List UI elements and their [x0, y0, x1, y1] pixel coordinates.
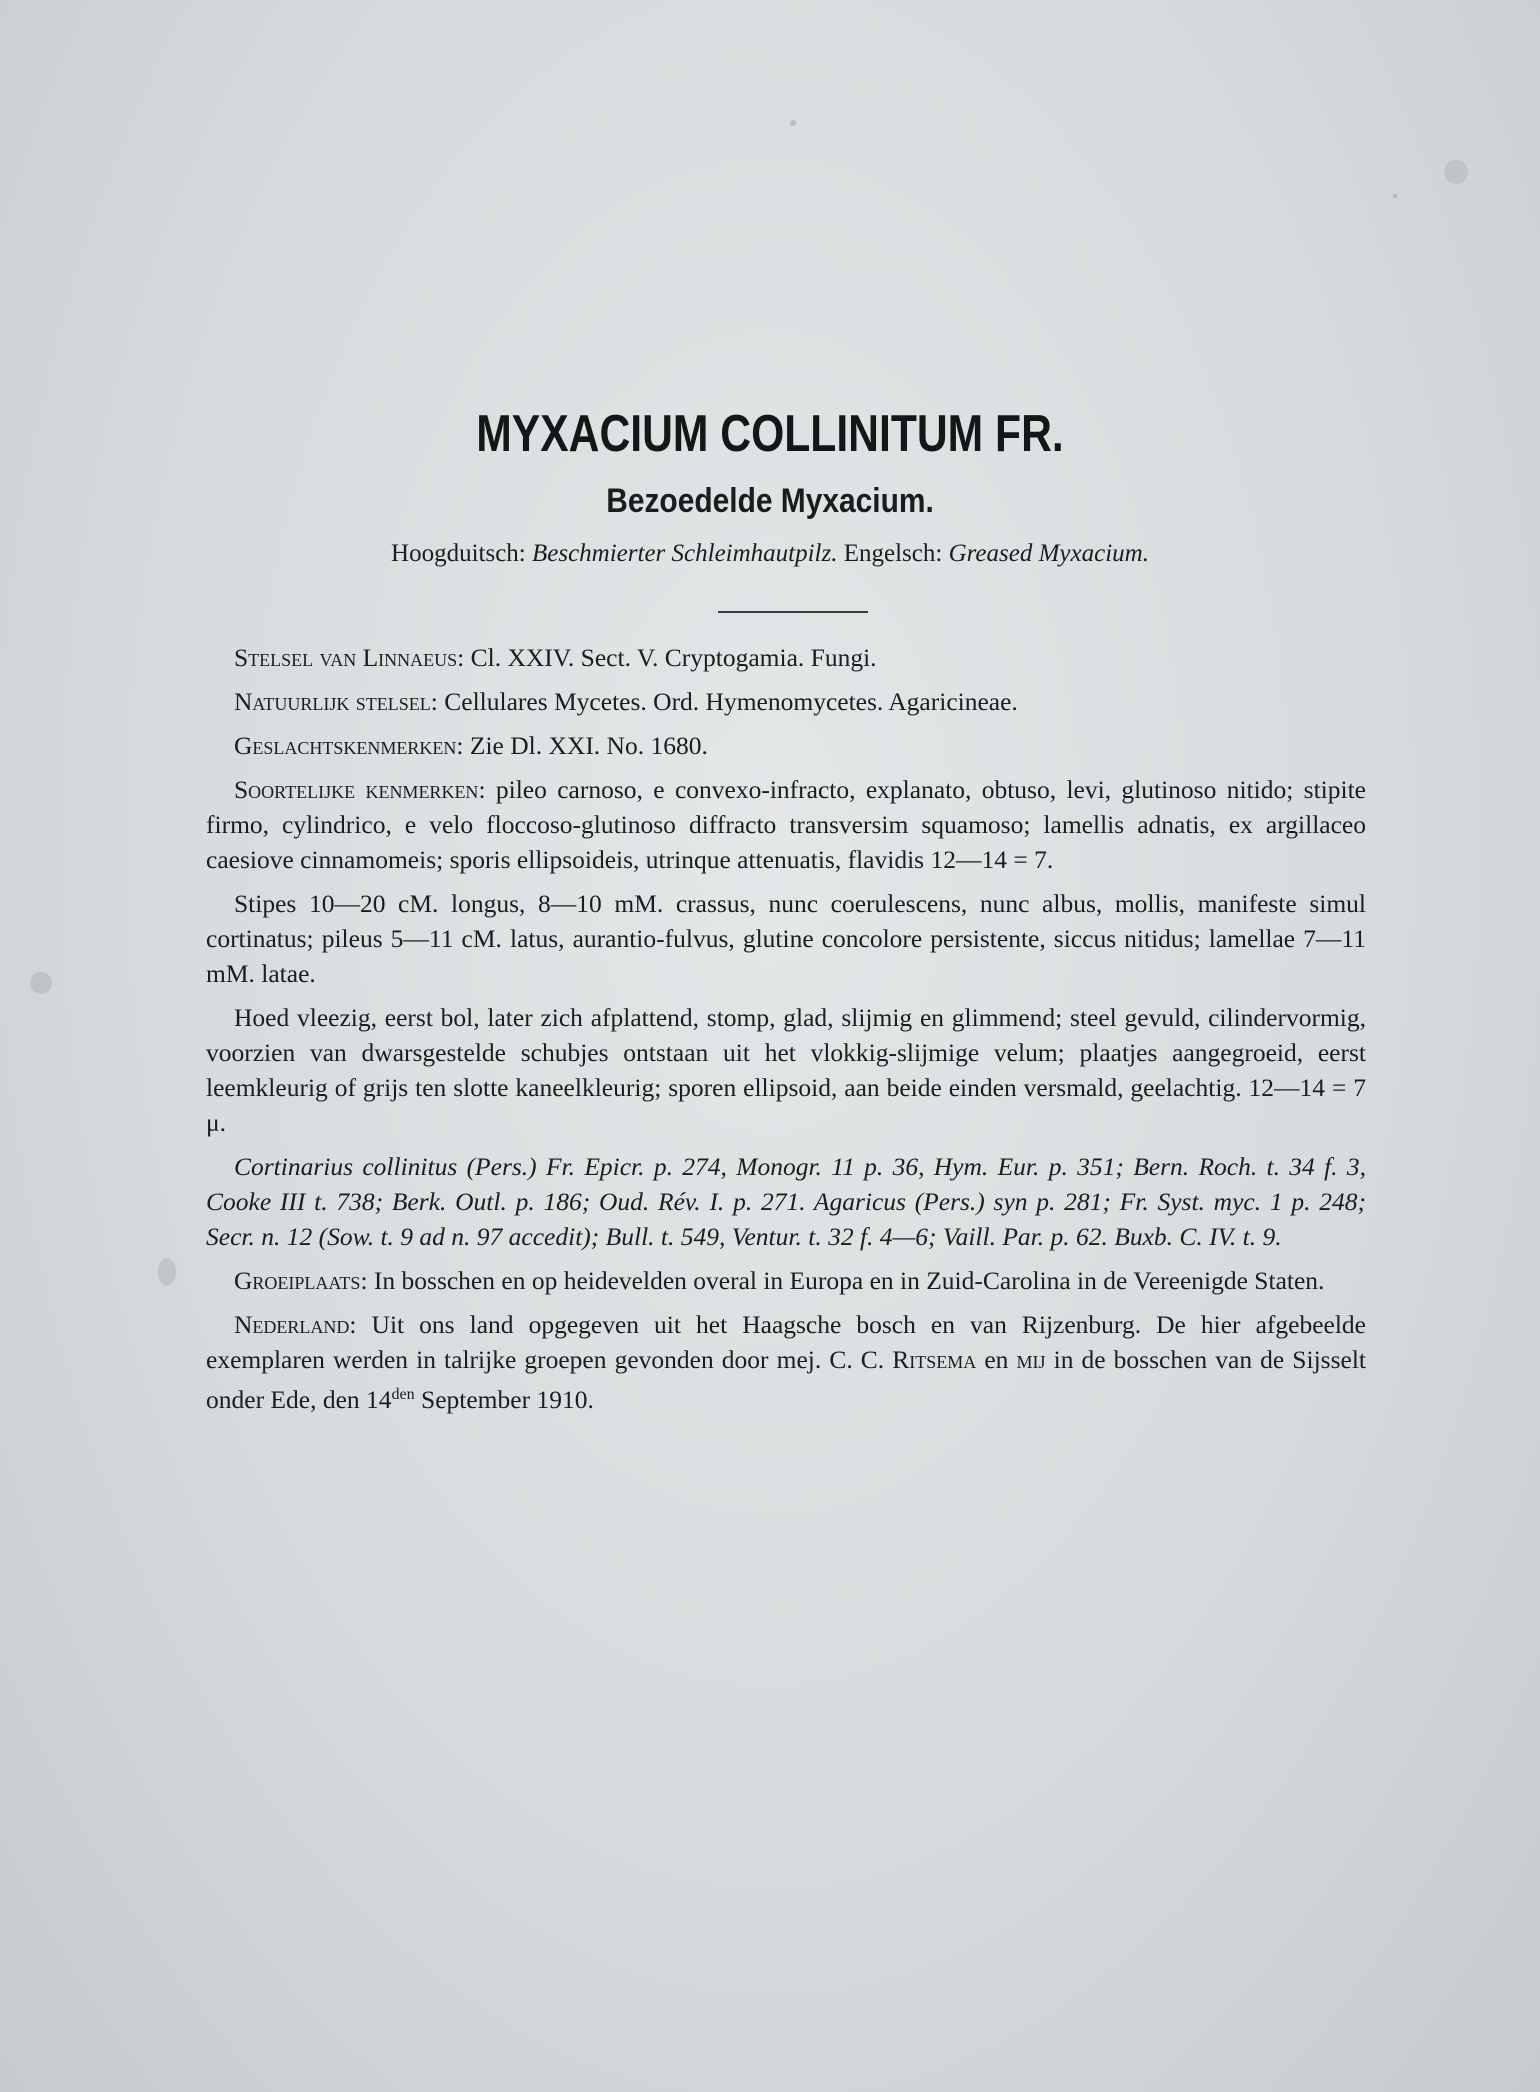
linnaeus-label: Stelsel van Linnaeus [234, 643, 458, 672]
netherlands-text-c: in de bosschen van de Sijsselt onder Ede, den 14 [206, 1345, 1366, 1414]
page-subtitle: Bezoedelde Myxacium. [606, 482, 934, 520]
collector-name: Ritsema [892, 1345, 977, 1374]
synonyms-paragraph: Cortinarius collinitus (Pers.) Fr. Epicr. p. 274, Monogr. 11 p. 36, Hym. Eur. p. 351; Bern. Roch. t. 34 f. 3, Cooke III t. 738; Berk. Outl. p. 186; Oud. Rév. I. p. 271. Agaricus (Pers.) syn p. 281; Fr. Syst. myc. 1 p. 248; Secr. n. 12 (Sow. t. 9 ad n. 97 accedit); Bull. t. 549, Ventur. t. 32 f. 4—6; Vaill. Par. p. 62. Buxb. C. IV. t. 9. [206, 1152, 1366, 1251]
paper-speck [790, 120, 796, 126]
divider [718, 611, 868, 613]
natural-system-label: Natuurlijk stelsel [234, 687, 431, 716]
natural-system-text: : Cellulares Mycetes. Ord. Hymenomycetes. Agaricineae. [430, 687, 1018, 716]
german-name: Beschmierter Schleimhautpilz. [531, 540, 838, 567]
latin-description: Stipes 10—20 cM. longus, 8—10 mM. crassus, nunc coerulescens, nunc albus, mollis, manifeste simul cortinatus; pileus 5—11 cM. latus, aurantio-fulvus, glutine concolore persistente, siccus nitidus; lamellae 7—11 mM. latae. [206, 889, 1366, 988]
netherlands-text-b: en [976, 1345, 1017, 1374]
dutch-description: Hoed vleezig, eerst bol, later zich afplattend, stomp, glad, slijmig en glimmend; steel gevuld, cilindervormig, voorzien van dwarsgestelde schubjes ontstaan uit het vlokkig-slijmige velum; plaatjes aangegroeid, eerst leemkleurig of grijs ten slotte kaneelkleurig; sporen ellipsoid, aan beide einden versmald, geelachtig. 12—14 = 7 μ. [206, 1003, 1366, 1137]
habitat-label: Groeiplaats [234, 1266, 361, 1295]
author-mij: mij [1016, 1345, 1046, 1374]
species-paragraph [206, 772, 1366, 877]
natural-system-paragraph [206, 684, 1366, 719]
paper-speck [1393, 194, 1397, 198]
english-name: Greased Myxacium. [948, 540, 1149, 567]
page-title: MYXACIUM COLLINITUM FR. [476, 405, 1064, 463]
genus-text: : Zie Dl. XXI. No. 1680. [456, 731, 708, 760]
species-text: : pileo carnoso, e convexo-infracto, explanato, obtuso, levi, glutinoso nitido; stipite firmo, cylindrico, e velo floccoso-glutinoso diffracto transversim squamoso; lamellis adnatis, ex argillaceo caesiove cinnamomeis; sporis ellipsoideis, utrinque attenuatis, flavidis 12—14 = 7. [206, 775, 1366, 874]
paper-speck [30, 972, 52, 994]
paper-speck [1444, 160, 1468, 184]
linnaeus-text: : Cl. XXIV. Sect. V. Cryptogamia. Fungi. [457, 643, 877, 672]
genus-label: Geslachtskenmerken [234, 731, 457, 760]
netherlands-text-d: September 1910. [414, 1385, 594, 1414]
paper-speck [158, 1258, 176, 1286]
netherlands-text-a: : Uit ons land opgegeven uit het Haagsche bosch en van Rijzenburg. De hier afgebeelde exemplaren werden in talrijke groepen gevonden door mej. C. C. [206, 1310, 1366, 1374]
date-superscript: den [391, 1386, 415, 1403]
german-label: Hoogduitsch: [391, 540, 526, 567]
netherlands-label: Nederland [234, 1310, 350, 1339]
habitat-paragraph [206, 1263, 1366, 1298]
netherlands-paragraph [206, 1307, 1366, 1417]
common-names [0, 540, 1540, 568]
linnaeus-paragraph [206, 640, 1366, 675]
genus-paragraph [206, 728, 1366, 763]
english-label: Engelsch: [843, 540, 943, 567]
habitat-text: : In bosschen en op heidevelden overal in Europa en in Zuid-Carolina in de Vereenigde Staten. [360, 1266, 1325, 1295]
species-label: Soortelijke kenmerken [234, 775, 479, 804]
description-body [206, 640, 1366, 1426]
